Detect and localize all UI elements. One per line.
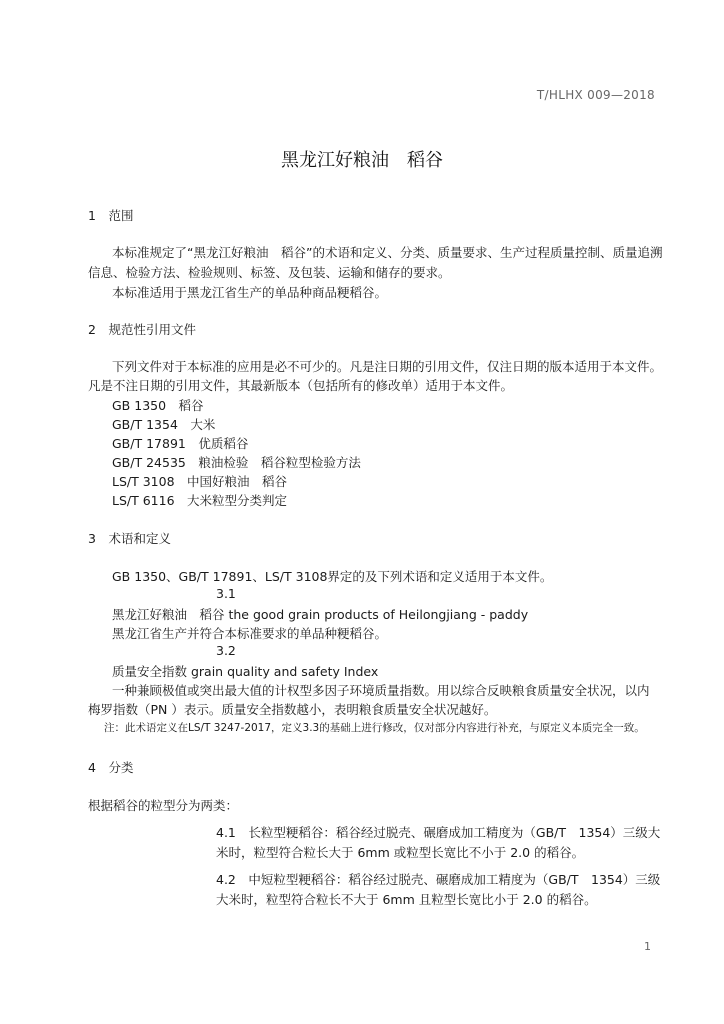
page-title: 黑龙江好粮油 稻谷 <box>281 150 443 171</box>
reference-item: GB/T 17891 优质稻谷 <box>112 436 249 451</box>
term-number: 3.2 <box>216 643 236 658</box>
term-definition-line-2: 梅罗指数（PN ）表示。质量安全指数越小，表明粮食质量安全状况越好。 <box>88 702 497 717</box>
section-1-para-2: 本标准适用于黑龙江省生产的单品种商品粳稻谷。 <box>112 285 388 300</box>
document-id: T/HLHX 009—2018 <box>536 88 655 102</box>
section-2-para-line-1: 下列文件对于本标准的应用是必不可少的。凡是注日期的引用文件，仅注日期的版本适用于本文件。 <box>112 359 663 374</box>
term-definition: 黑龙江省生产并符合本标准要求的单品种粳稻谷。 <box>112 626 388 641</box>
class-1-line-2: 米时，粒型符合粒长大于 6mm 或粒型长宽比不小于 2.0 的稻谷。 <box>216 845 585 860</box>
section-4-heading: 4 分类 <box>88 760 134 775</box>
term-title: 质量安全指数 grain quality and safety Index <box>112 664 379 679</box>
reference-item: GB/T 1354 大米 <box>112 417 216 432</box>
section-3-intro: GB 1350、GB/T 17891、LS/T 3108界定的及下列术语和定义适用于本文件。 <box>112 569 553 584</box>
page-number: 1 <box>644 940 651 953</box>
term-number: 3.1 <box>216 586 236 601</box>
reference-item: GB 1350 稻谷 <box>112 398 204 413</box>
term-note: 注：此术语定义在LS/T 3247-2017，定义3.3的基础上进行修改，仅对部分内容进行补充，与原定义本质完全一致。 <box>104 722 645 734</box>
section-4-intro: 根据稻谷的粒型分为两类： <box>88 798 239 813</box>
class-1-line-1: 4.1 长粒型粳稻谷：稻谷经过脱壳、碾磨成加工精度为（GB/T 1354）三级大 <box>216 825 661 840</box>
term-definition-line-1: 一种兼顾极值或突出最大值的计权型多因子环境质量指数。用以综合反映粮食质量安全状况，以内 <box>112 683 650 698</box>
reference-item: LS/T 6116 大米粒型分类判定 <box>112 493 288 508</box>
section-2-para-line-2: 凡是不注日期的引用文件，其最新版本（包括所有的修改单）适用于本文件。 <box>88 378 514 393</box>
section-1-para-1-line-2: 信息、检验方法、检验规则、标签、及包装、运输和储存的要求。 <box>88 265 451 280</box>
section-1-para-1-line-1: 本标准规定了“黑龙江好粮油 稻谷”的术语和定义、分类、质量要求、生产过程质量控制、质量追溯 <box>112 245 663 260</box>
section-2-heading: 2 规范性引用文件 <box>88 322 196 337</box>
section-1-heading: 1 范围 <box>88 208 134 223</box>
class-2-line-1: 4.2 中短粒型粳稻谷：稻谷经过脱壳、碾磨成加工精度为（GB/T 1354）三级 <box>216 872 661 887</box>
term-title: 黑龙江好粮油 稻谷 the good grain products of Heilongjiang - paddy <box>112 607 529 622</box>
class-2-line-2: 大米时，粒型符合粒长不大于 6mm 且粒型长宽比小于 2.0 的稻谷。 <box>216 892 597 907</box>
reference-item: LS/T 3108 中国好粮油 稻谷 <box>112 474 288 489</box>
section-3-heading: 3 术语和定义 <box>88 531 171 546</box>
reference-item: GB/T 24535 粮油检验 稻谷粒型检验方法 <box>112 455 361 470</box>
